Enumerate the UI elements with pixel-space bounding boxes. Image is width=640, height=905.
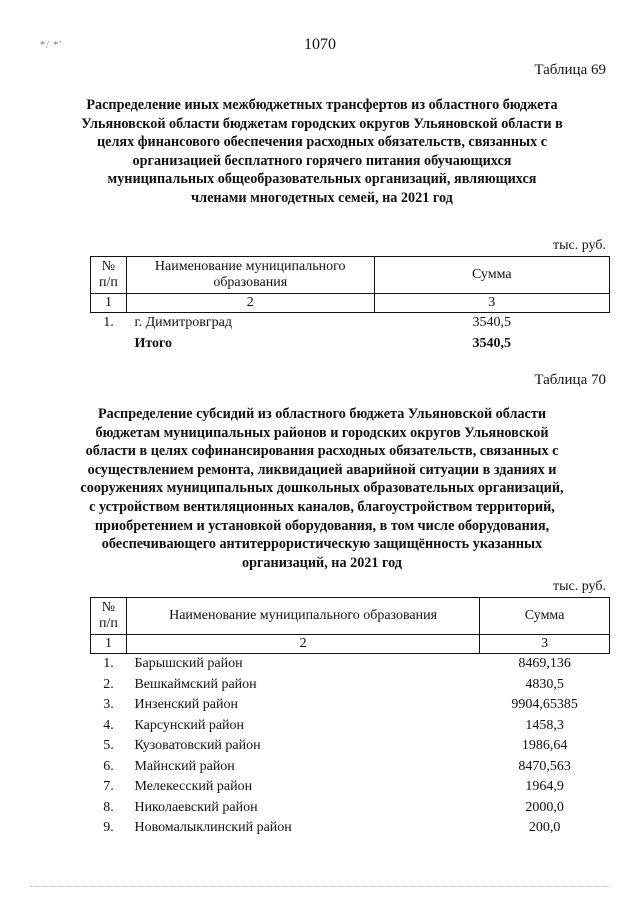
row-number: 2. [103, 676, 114, 692]
row-sum: 1964,9 [525, 779, 564, 794]
row-number: 9. [103, 820, 114, 835]
header-sum: Сумма [374, 257, 609, 294]
table-69-label: Таблица 69 [534, 62, 606, 78]
header-name: Наименование муниципального образования [126, 598, 479, 635]
row-name: Карсунский район [134, 717, 245, 733]
row-sum: 9904,65385 [511, 697, 578, 712]
table-row [91, 716, 610, 737]
table-row [91, 313, 610, 334]
row-number: 3. [103, 697, 114, 712]
header-number: № п/п [91, 598, 127, 635]
row-name: Мелекесский район [134, 779, 253, 794]
row-number: 7. [103, 779, 114, 794]
table-70 [90, 597, 610, 839]
column-number: 2 [126, 635, 479, 654]
page-number: 1070 [304, 36, 336, 53]
header-sum: Сумма [480, 598, 610, 635]
row-number: 6. [103, 758, 114, 774]
row-name: Майнский район [134, 758, 235, 774]
scan-mark: */ *' [40, 40, 63, 51]
total-label: Итого [134, 335, 173, 351]
header-number: № п/п [91, 257, 127, 294]
row-name: Кузоватовский район [134, 738, 261, 753]
row-sum: 200,0 [528, 820, 561, 835]
row-name: Инзенский район [134, 697, 238, 712]
row-sum: 4830,5 [525, 676, 564, 692]
row-number: 1. [103, 656, 114, 671]
row-number: 4. [103, 717, 114, 733]
row-name: г. Димитровград [134, 315, 232, 330]
row-sum: 8469,136 [518, 656, 571, 671]
table-row [91, 777, 610, 798]
column-numbers-row [91, 635, 610, 654]
column-number: 3 [480, 635, 610, 654]
table-row [91, 818, 610, 839]
column-number: 2 [126, 294, 374, 313]
row-name: Барышский район [134, 656, 243, 671]
row-number: 8. [103, 799, 114, 815]
column-number: 1 [91, 294, 127, 313]
table-69 [90, 256, 610, 354]
table-70-title: Распределение субсидий из областного бюджета Ульяновской области бюджетам муниципальных районов и городских округов Ульяновской области в целях софинансирования расходных обязательств, связанных с осуществлением ремонта, ликвидацией аварийной ситуации в зданиях и сооружениях муниципальных дошкольных образовательных организаций, с устройством вентиляционных каналов, благоустройством территорий, приобретением и установкой оборудования, в том числе оборудования, обеспечивающего антитеррористическую защищённость указанных организаций, на 2021 год [80, 406, 564, 571]
table-header-row [91, 598, 610, 635]
table-70-label: Таблица 70 [534, 372, 606, 388]
table-header-row [91, 257, 610, 294]
table-row [91, 695, 610, 716]
scan-edge-divider [30, 886, 610, 887]
column-number: 3 [374, 294, 609, 313]
table-row [91, 798, 610, 819]
table-row [91, 675, 610, 696]
column-numbers-row [91, 294, 610, 313]
table-69-units: тыс. руб. [553, 238, 606, 253]
row-name: Новомалыклинский район [134, 820, 292, 835]
table-row [91, 736, 610, 757]
total-row [91, 334, 610, 355]
row-name: Николаевский район [134, 799, 258, 815]
table-69-title: Распределение иных межбюджетных трансфертов из областного бюджета Ульяновской области бюджетам городских округов Ульяновской области в целях финансового обеспечения расходных обязательств, связанных с организацией бесплатного горячего питания обучающихся муниципальных общеобразовательных организаций, являющихся членами многодетных семей, на 2021 год [81, 97, 563, 206]
row-sum: 3540,5 [472, 315, 512, 330]
row-number: 5. [103, 738, 114, 753]
total-sum: 3540,5 [472, 335, 512, 351]
row-name: Вешкаймский район [134, 676, 257, 692]
table-70-units: тыс. руб. [553, 579, 606, 594]
table-row [91, 654, 610, 675]
row-sum: 1986,64 [521, 738, 568, 753]
table-row [91, 757, 610, 778]
header-name: Наименование муниципального образования [126, 257, 374, 294]
column-number: 1 [91, 635, 127, 654]
row-number: 1. [103, 315, 114, 330]
row-sum: 8470,563 [518, 758, 571, 774]
row-sum: 2000,0 [525, 799, 564, 815]
row-sum: 1458,3 [525, 717, 564, 733]
